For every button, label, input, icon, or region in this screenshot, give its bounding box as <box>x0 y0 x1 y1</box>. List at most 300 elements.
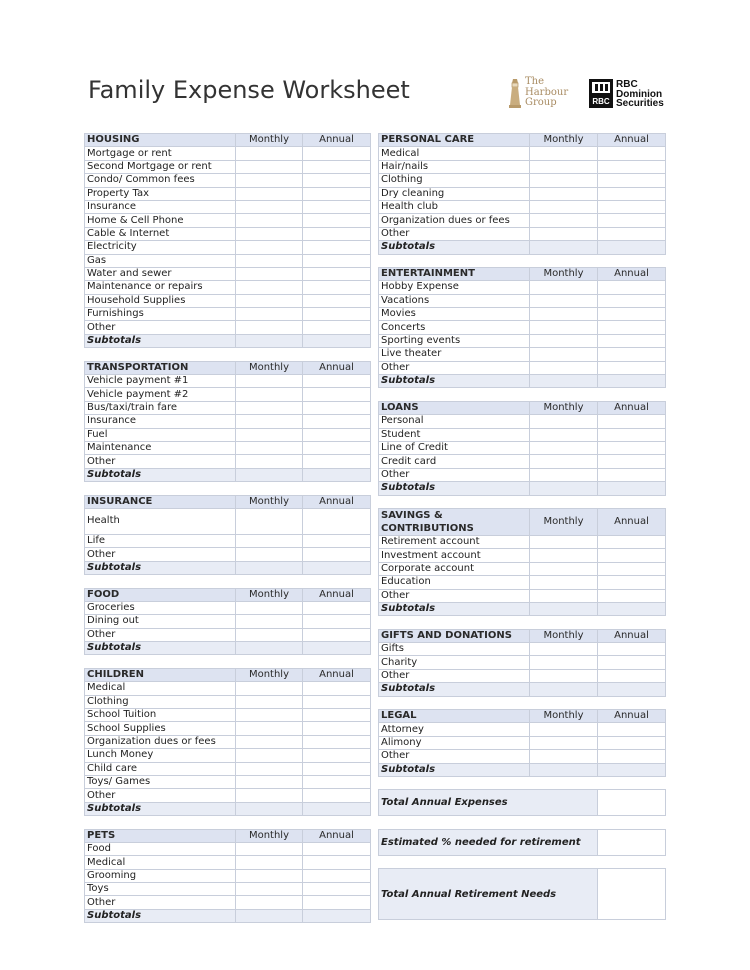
pets-item-label: Medical <box>85 856 236 869</box>
savings-item-label: Retirement account <box>379 535 530 548</box>
gifts-monthly-input[interactable] <box>530 643 598 656</box>
total_annual-row <box>379 790 666 816</box>
housing-item-label: Other <box>85 321 236 334</box>
children-item-row <box>85 695 371 708</box>
savings-section-title: SAVINGS & CONTRIBUTIONS <box>379 508 530 535</box>
children-monthly-input[interactable] <box>236 789 303 802</box>
transportation-annual-input[interactable] <box>303 388 371 401</box>
housing-annual-input[interactable] <box>303 254 371 267</box>
children-annual-subtotal[interactable] <box>303 802 371 815</box>
legal-annual-input[interactable] <box>598 723 666 736</box>
personal_care-item-row <box>379 200 666 213</box>
gifts-annual-subtotal[interactable] <box>598 683 666 696</box>
personal_care-annual-input[interactable] <box>598 160 666 173</box>
transportation-annual-input[interactable] <box>303 428 371 441</box>
housing-item-row <box>85 267 371 280</box>
spacer-cell <box>236 348 303 361</box>
housing-item-label: Insurance <box>85 200 236 213</box>
housing-annual-subtotal[interactable] <box>303 334 371 347</box>
gifts-gap <box>379 696 666 709</box>
housing-monthly-subtotal[interactable] <box>236 334 303 347</box>
entertainment-item-row <box>379 321 666 334</box>
lighthouse-icon <box>508 77 522 109</box>
housing-annual-input[interactable] <box>303 294 371 307</box>
entertainment-annual-input[interactable] <box>598 361 666 374</box>
housing-item-row <box>85 214 371 227</box>
savings-item-row <box>379 589 666 602</box>
children-monthly-input[interactable] <box>236 709 303 722</box>
legal-item-row <box>379 750 666 763</box>
personal_care-annual-subtotal[interactable] <box>598 241 666 254</box>
legal-monthly-subtotal[interactable] <box>530 763 598 776</box>
children-subtotals-label: Subtotals <box>85 802 236 815</box>
children-section-title: CHILDREN <box>85 668 236 681</box>
housing-item-label: Maintenance or repairs <box>85 281 236 294</box>
savings-annual-subtotal[interactable] <box>598 602 666 615</box>
transportation-annual-input[interactable] <box>303 375 371 388</box>
food-gap <box>85 655 371 668</box>
transportation-monthly-input[interactable] <box>236 415 303 428</box>
savings-annual-input[interactable] <box>598 535 666 548</box>
pets-annual-subtotal[interactable] <box>303 909 371 922</box>
insurance-item-label: Other <box>85 548 236 561</box>
housing-monthly-input[interactable] <box>236 160 303 173</box>
total_annual-text: Total Annual Expenses <box>381 797 508 809</box>
personal_care-monthly-input[interactable] <box>530 160 598 173</box>
housing-annual-input[interactable] <box>303 174 371 187</box>
pets-annual-input[interactable] <box>303 883 371 896</box>
pets-item-row <box>85 842 371 855</box>
entertainment-annual-input[interactable] <box>598 281 666 294</box>
legal-monthly-input[interactable] <box>530 736 598 749</box>
personal-care-gap <box>379 254 666 267</box>
transportation-monthly-input[interactable] <box>236 428 303 441</box>
entertainment-item-label: Sporting events <box>379 334 530 347</box>
loans-subtotals-label: Subtotals <box>379 482 530 495</box>
savings-annual-input[interactable] <box>598 549 666 562</box>
personal_care-monthly-input[interactable] <box>530 187 598 200</box>
savings-item-row <box>379 562 666 575</box>
entertainment-annual-input[interactable] <box>598 348 666 361</box>
pets-monthly-input[interactable] <box>236 869 303 882</box>
personal_care-annual-input[interactable] <box>598 227 666 240</box>
insurance-monthly-input[interactable] <box>236 508 303 534</box>
loans-item-row <box>379 428 666 441</box>
children-item-label: Organization dues or fees <box>85 735 236 748</box>
savings-monthly-subtotal[interactable] <box>530 602 598 615</box>
transportation-annual-input[interactable] <box>303 415 371 428</box>
personal_care-item-row <box>379 174 666 187</box>
entertainment-monthly-subtotal[interactable] <box>530 375 598 388</box>
pets-annual-input[interactable] <box>303 842 371 855</box>
food-annual-input[interactable] <box>303 601 371 614</box>
estimated_pct-label <box>379 829 598 855</box>
loans-item-row <box>379 468 666 481</box>
personal_care-monthly-input[interactable] <box>530 174 598 187</box>
housing-monthly-input[interactable] <box>236 200 303 213</box>
personal_care-annual-input[interactable] <box>598 187 666 200</box>
children-monthly-input[interactable] <box>236 735 303 748</box>
loans-annual-input[interactable] <box>598 441 666 454</box>
housing-annual-input[interactable] <box>303 147 371 160</box>
housing-monthly-input[interactable] <box>236 147 303 160</box>
food-monthly-input[interactable] <box>236 615 303 628</box>
gifts-header-row <box>379 629 666 642</box>
spacer-cell <box>530 616 598 629</box>
transportation-item-row <box>85 455 371 468</box>
savings-monthly-input[interactable] <box>530 589 598 602</box>
savings-item-label: Corporate account <box>379 562 530 575</box>
insurance-annual-subtotal[interactable] <box>303 561 371 574</box>
entertainment-item-label: Other <box>379 361 530 374</box>
entertainment-item-label: Concerts <box>379 321 530 334</box>
pets-header-row <box>85 829 371 842</box>
loans-monthly-input[interactable] <box>530 441 598 454</box>
transportation-item-label: Insurance <box>85 415 236 428</box>
pets-monthly-subtotal[interactable] <box>236 909 303 922</box>
transportation-annual-input[interactable] <box>303 455 371 468</box>
transportation-annual-subtotal[interactable] <box>303 468 371 481</box>
food-monthly-input[interactable] <box>236 628 303 641</box>
loans-annual-input[interactable] <box>598 455 666 468</box>
loans-monthly-input[interactable] <box>530 468 598 481</box>
children-monthly-input[interactable] <box>236 722 303 735</box>
housing-monthly-input[interactable] <box>236 267 303 280</box>
entertainment-monthly-input[interactable] <box>530 321 598 334</box>
legal-monthly-input[interactable] <box>530 723 598 736</box>
children-item-row <box>85 775 371 788</box>
housing-item-label: Condo/ Common fees <box>85 174 236 187</box>
insurance-annual-header: Annual <box>303 495 371 508</box>
housing-item-row <box>85 281 371 294</box>
housing-monthly-input[interactable] <box>236 227 303 240</box>
housing-monthly-input[interactable] <box>236 321 303 334</box>
food-item-label: Dining out <box>85 615 236 628</box>
housing-monthly-input[interactable] <box>236 241 303 254</box>
transportation-annual-input[interactable] <box>303 401 371 414</box>
transportation-annual-input[interactable] <box>303 441 371 454</box>
children-item-label: School Supplies <box>85 722 236 735</box>
housing-item-label: Second Mortgage or rent <box>85 160 236 173</box>
housing-item-label: Property Tax <box>85 187 236 200</box>
entertainment-subtotals-row <box>379 375 666 388</box>
loans-annual-subtotal[interactable] <box>598 482 666 495</box>
transportation-monthly-subtotal[interactable] <box>236 468 303 481</box>
personal_care-monthly-input[interactable] <box>530 227 598 240</box>
entertainment-monthly-input[interactable] <box>530 334 598 347</box>
transportation-item-label: Bus/taxi/train fare <box>85 401 236 414</box>
entertainment-annual-input[interactable] <box>598 308 666 321</box>
transportation-item-label: Other <box>85 455 236 468</box>
loans-annual-input[interactable] <box>598 415 666 428</box>
gifts-item-label: Charity <box>379 656 530 669</box>
entertainment-annual-input[interactable] <box>598 334 666 347</box>
pets-monthly-input[interactable] <box>236 842 303 855</box>
spacer-cell <box>379 816 530 829</box>
transportation-item-label: Fuel <box>85 428 236 441</box>
housing-section-title: HOUSING <box>85 134 236 147</box>
housing-annual-input[interactable] <box>303 214 371 227</box>
savings-annual-input[interactable] <box>598 562 666 575</box>
food-item-label: Other <box>85 628 236 641</box>
entertainment-monthly-input[interactable] <box>530 294 598 307</box>
savings-item-row <box>379 535 666 548</box>
transportation-monthly-input[interactable] <box>236 455 303 468</box>
housing-monthly-input[interactable] <box>236 174 303 187</box>
children-monthly-subtotal[interactable] <box>236 802 303 815</box>
insurance-annual-input[interactable] <box>303 548 371 561</box>
housing-header-row <box>85 134 371 147</box>
children-annual-input[interactable] <box>303 722 371 735</box>
spacer-cell <box>530 495 598 508</box>
gifts-monthly-input[interactable] <box>530 669 598 682</box>
loans-item-row <box>379 441 666 454</box>
children-annual-input[interactable] <box>303 789 371 802</box>
entertainment-annual-input[interactable] <box>598 321 666 334</box>
children-annual-input[interactable] <box>303 749 371 762</box>
housing-annual-input[interactable] <box>303 200 371 213</box>
housing-monthly-input[interactable] <box>236 308 303 321</box>
insurance-monthly-header: Monthly <box>236 495 303 508</box>
entertainment-monthly-input[interactable] <box>530 308 598 321</box>
pets-annual-input[interactable] <box>303 869 371 882</box>
personal_care-item-label: Other <box>379 227 530 240</box>
rbc-mark-text: RBC <box>592 97 610 106</box>
housing-monthly-input[interactable] <box>236 187 303 200</box>
transportation-gap <box>85 482 371 495</box>
gifts-annual-input[interactable] <box>598 669 666 682</box>
spacer-cell <box>85 348 236 361</box>
rbc-shield-icon <box>589 79 613 108</box>
personal_care-monthly-input[interactable] <box>530 147 598 160</box>
housing-item-row <box>85 160 371 173</box>
entertainment-monthly-input[interactable] <box>530 281 598 294</box>
savings-monthly-input[interactable] <box>530 549 598 562</box>
gifts-annual-input[interactable] <box>598 656 666 669</box>
insurance-annual-input[interactable] <box>303 534 371 547</box>
children-item-label: School Tuition <box>85 709 236 722</box>
insurance-monthly-subtotal[interactable] <box>236 561 303 574</box>
rbc-logo-line-3: Securities <box>616 98 664 109</box>
pets-annual-input[interactable] <box>303 896 371 909</box>
insurance-item-row <box>85 508 371 534</box>
housing-item-row <box>85 187 371 200</box>
personal_care-monthly-input[interactable] <box>530 200 598 213</box>
transportation-monthly-input[interactable] <box>236 401 303 414</box>
legal-item-label: Other <box>379 750 530 763</box>
loans-monthly-input[interactable] <box>530 415 598 428</box>
legal-header-row <box>379 710 666 723</box>
insurance-monthly-input[interactable] <box>236 534 303 547</box>
total_retirement-row <box>379 869 666 920</box>
children-monthly-input[interactable] <box>236 775 303 788</box>
legal-subtotals-row <box>379 763 666 776</box>
personal_care-item-row <box>379 187 666 200</box>
rbc-logo-line-1: RBC <box>616 79 638 90</box>
loans-item-label: Student <box>379 428 530 441</box>
entertainment-monthly-input[interactable] <box>530 361 598 374</box>
food-subtotals-label: Subtotals <box>85 642 236 655</box>
housing-item-label: Household Supplies <box>85 294 236 307</box>
legal-section-title: LEGAL <box>379 710 530 723</box>
transportation-item-row <box>85 401 371 414</box>
food-monthly-subtotal[interactable] <box>236 642 303 655</box>
loans-monthly-input[interactable] <box>530 455 598 468</box>
entertainment-item-row <box>379 348 666 361</box>
legal-monthly-header: Monthly <box>530 710 598 723</box>
entertainment-annual-input[interactable] <box>598 294 666 307</box>
transportation-annual-header: Annual <box>303 361 371 374</box>
spacer-cell <box>598 254 666 267</box>
children-monthly-input[interactable] <box>236 682 303 695</box>
children-header-row <box>85 668 371 681</box>
savings-header-row <box>379 508 666 535</box>
housing-annual-input[interactable] <box>303 321 371 334</box>
transportation-monthly-input[interactable] <box>236 441 303 454</box>
loans-annual-input[interactable] <box>598 428 666 441</box>
transportation-item-row <box>85 375 371 388</box>
housing-annual-input[interactable] <box>303 241 371 254</box>
children-monthly-input[interactable] <box>236 762 303 775</box>
housing-annual-input[interactable] <box>303 308 371 321</box>
personal_care-monthly-subtotal[interactable] <box>530 241 598 254</box>
savings-annual-input[interactable] <box>598 576 666 589</box>
transportation-subtotals-label: Subtotals <box>85 468 236 481</box>
insurance-monthly-input[interactable] <box>236 548 303 561</box>
pets-monthly-input[interactable] <box>236 896 303 909</box>
gifts-monthly-subtotal[interactable] <box>530 683 598 696</box>
total_retirement-value-input[interactable] <box>598 869 666 920</box>
personal_care-annual-input[interactable] <box>598 200 666 213</box>
personal_care-item-row <box>379 214 666 227</box>
children-annual-input[interactable] <box>303 709 371 722</box>
housing-monthly-input[interactable] <box>236 281 303 294</box>
housing-gap <box>85 348 371 361</box>
savings-monthly-input[interactable] <box>530 562 598 575</box>
pets-item-label: Toys <box>85 883 236 896</box>
personal_care-monthly-header: Monthly <box>530 134 598 147</box>
entertainment-annual-subtotal[interactable] <box>598 375 666 388</box>
savings-annual-input[interactable] <box>598 589 666 602</box>
transportation-monthly-input[interactable] <box>236 375 303 388</box>
food-item-row <box>85 615 371 628</box>
food-annual-input[interactable] <box>303 628 371 641</box>
entertainment-monthly-input[interactable] <box>530 348 598 361</box>
children-item-row <box>85 762 371 775</box>
total_annual-value-input[interactable] <box>598 790 666 816</box>
housing-annual-input[interactable] <box>303 281 371 294</box>
legal-annual-subtotal[interactable] <box>598 763 666 776</box>
housing-annual-input[interactable] <box>303 227 371 240</box>
gifts-monthly-input[interactable] <box>530 656 598 669</box>
estimated_pct-text: Estimated % needed for retirement <box>381 836 581 848</box>
loans-monthly-input[interactable] <box>530 428 598 441</box>
legal-annual-input[interactable] <box>598 736 666 749</box>
food-item-row <box>85 628 371 641</box>
food-subtotals-row <box>85 642 371 655</box>
loans-annual-input[interactable] <box>598 468 666 481</box>
pets-annual-input[interactable] <box>303 856 371 869</box>
gifts-item-row <box>379 669 666 682</box>
pets-item-row <box>85 896 371 909</box>
food-annual-subtotal[interactable] <box>303 642 371 655</box>
spacer-cell <box>85 816 236 829</box>
insurance-annual-input[interactable] <box>303 508 371 534</box>
gifts-section-title: GIFTS AND DONATIONS <box>379 629 530 642</box>
savings-monthly-input[interactable] <box>530 535 598 548</box>
transportation-monthly-input[interactable] <box>236 388 303 401</box>
children-annual-input[interactable] <box>303 695 371 708</box>
personal_care-annual-input[interactable] <box>598 147 666 160</box>
legal-annual-input[interactable] <box>598 750 666 763</box>
housing-annual-input[interactable] <box>303 160 371 173</box>
housing-item-row <box>85 294 371 307</box>
housing-monthly-input[interactable] <box>236 294 303 307</box>
pets-item-label: Other <box>85 896 236 909</box>
children-annual-input[interactable] <box>303 735 371 748</box>
estimated_pct-value-input[interactable] <box>598 829 666 855</box>
personal_care-item-row <box>379 147 666 160</box>
housing-subtotals-label: Subtotals <box>85 334 236 347</box>
transportation-item-label: Vehicle payment #1 <box>85 375 236 388</box>
children-annual-input[interactable] <box>303 762 371 775</box>
gifts-subtotals-label: Subtotals <box>379 683 530 696</box>
housing-subtotals-row <box>85 334 371 347</box>
loans-monthly-subtotal[interactable] <box>530 482 598 495</box>
housing-annual-input[interactable] <box>303 187 371 200</box>
personal_care-annual-input[interactable] <box>598 174 666 187</box>
entertainment-item-label: Vacations <box>379 294 530 307</box>
children-monthly-input[interactable] <box>236 695 303 708</box>
children-item-label: Other <box>85 789 236 802</box>
food-annual-input[interactable] <box>303 615 371 628</box>
housing-monthly-input[interactable] <box>236 254 303 267</box>
spacer-cell <box>379 254 530 267</box>
food-monthly-input[interactable] <box>236 601 303 614</box>
children-monthly-input[interactable] <box>236 749 303 762</box>
children-annual-input[interactable] <box>303 682 371 695</box>
personal_care-annual-input[interactable] <box>598 214 666 227</box>
housing-item-row <box>85 241 371 254</box>
housing-monthly-input[interactable] <box>236 214 303 227</box>
food-section-title: FOOD <box>85 588 236 601</box>
spacer-cell <box>530 776 598 789</box>
food-item-row <box>85 601 371 614</box>
housing-annual-input[interactable] <box>303 267 371 280</box>
insurance-subtotals-row <box>85 561 371 574</box>
left-expense-table <box>84 133 371 923</box>
spacer-cell <box>530 696 598 709</box>
housing-item-label: Electricity <box>85 241 236 254</box>
gifts-annual-input[interactable] <box>598 643 666 656</box>
children-annual-input[interactable] <box>303 775 371 788</box>
children-item-label: Medical <box>85 682 236 695</box>
pets-monthly-input[interactable] <box>236 856 303 869</box>
legal-monthly-input[interactable] <box>530 750 598 763</box>
spacer-cell <box>598 776 666 789</box>
legal-gap <box>379 776 666 789</box>
personal_care-monthly-input[interactable] <box>530 214 598 227</box>
gifts-item-label: Other <box>379 669 530 682</box>
savings-monthly-input[interactable] <box>530 576 598 589</box>
gifts-annual-header: Annual <box>598 629 666 642</box>
spacer-cell <box>303 655 371 668</box>
pets-annual-header: Annual <box>303 829 371 842</box>
children-item-label: Clothing <box>85 695 236 708</box>
children-item-row <box>85 722 371 735</box>
pets-monthly-input[interactable] <box>236 883 303 896</box>
spacer-cell <box>598 855 666 868</box>
